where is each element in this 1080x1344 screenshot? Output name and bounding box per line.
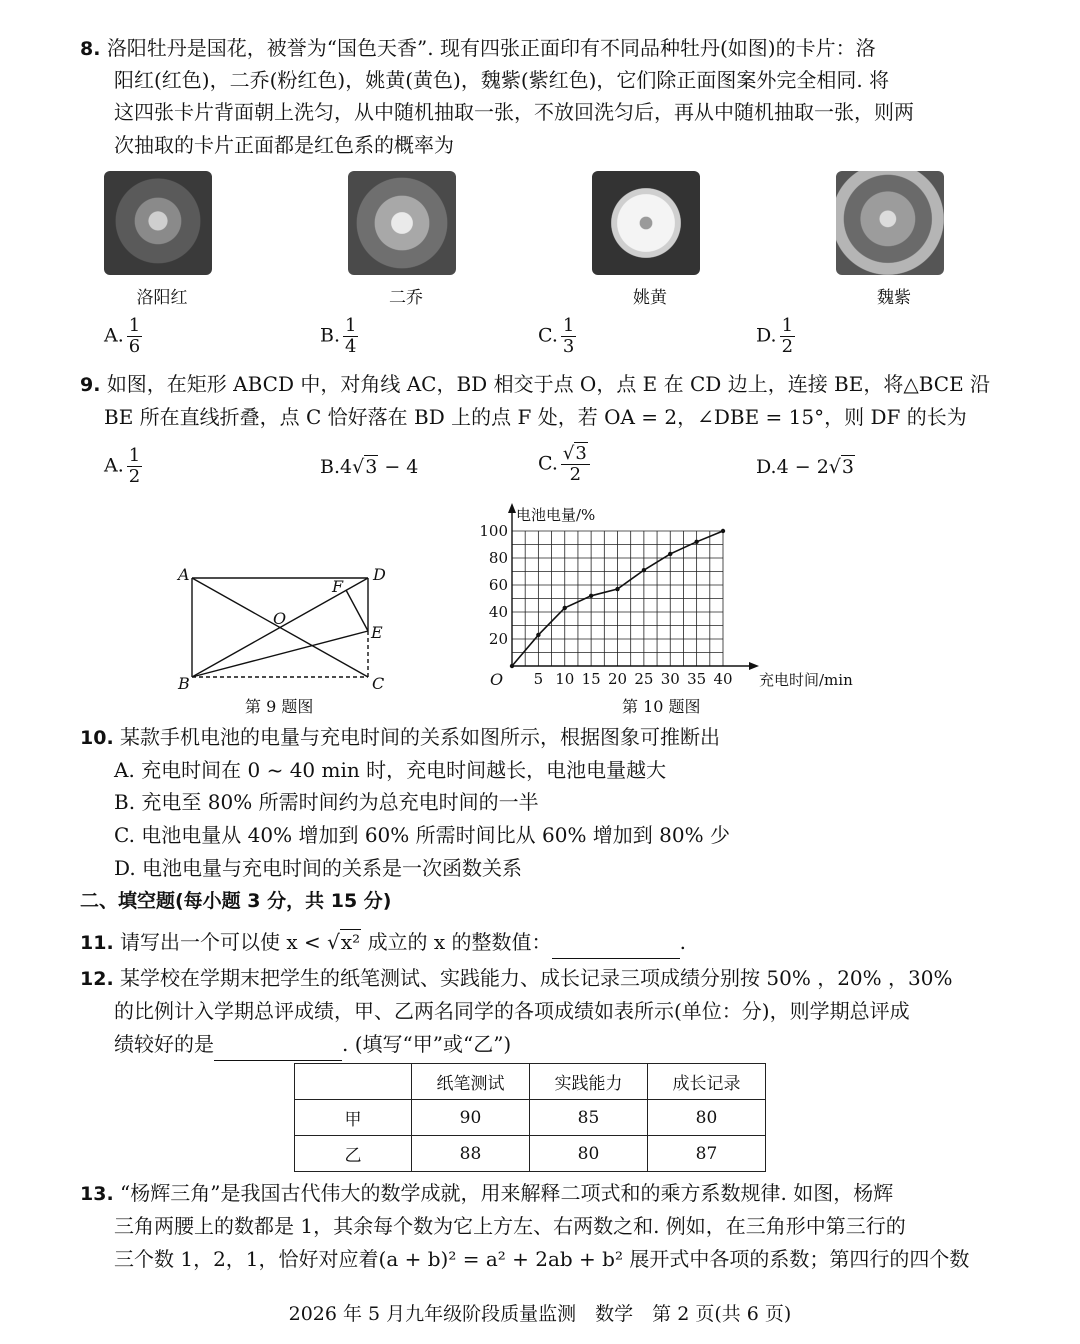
point-label-b: B: [178, 674, 190, 693]
q9-line-2: BE 所在直线折叠，点 C 恰好落在 BD 上的点 F 处，若 OA = 2，∠DBE = 15°，则 DF 的长为: [104, 405, 967, 429]
table-cell: 85: [530, 1100, 648, 1136]
q12-line-3: 绩较好的是 . (填写“甲”或“乙”): [114, 1028, 511, 1061]
q10-option-c[interactable]: C. 电池电量从 40% 增加到 60% 所需时间比从 60% 增加到 80% 少: [114, 823, 730, 847]
peony-photo-yaohuang: [592, 171, 700, 275]
y-tick-label: 20: [488, 630, 508, 648]
q10-battery-chart: [470, 500, 870, 700]
q8-option-a[interactable]: A. $\frac{1}{6}$: [104, 315, 141, 357]
table-header-row: [295, 1064, 766, 1100]
q9-option-d[interactable]: D.4 − 2√3: [756, 456, 854, 478]
y-axis-arrow: [508, 503, 516, 513]
section-2-title: 二、填空题(每小题 3 分，共 15 分): [80, 890, 392, 912]
table-cell: 80: [648, 1100, 766, 1136]
q11-line: 11. 请写出一个可以使 x < √x² 成立的 x 的整数值： .: [80, 926, 686, 959]
q12-answer-blank[interactable]: [214, 1028, 342, 1061]
x-axis-arrow: [749, 662, 759, 670]
y-tick-label: 60: [488, 576, 508, 594]
segment-fe: [346, 590, 368, 631]
data-point: [668, 552, 672, 556]
table-header-cell: 纸笔测试: [412, 1064, 530, 1100]
peony-photo-weizi: [836, 171, 944, 275]
data-point: [589, 594, 593, 598]
q10-number: 10.: [80, 727, 114, 749]
q8-number: 8.: [80, 38, 101, 60]
q8-line-3: 这四张卡片背面朝上洗匀，从中随机抽取一张，不放回洗匀后，再从中随机抽取一张，则两: [114, 100, 914, 124]
q10-figure-caption: 第 10 题图: [622, 697, 701, 716]
q8-option-b[interactable]: B. $\frac{1}{4}$: [320, 315, 357, 357]
x-tick-label: 20: [607, 670, 628, 688]
q9-line-1: 9. 如图，在矩形 ABCD 中，对角线 AC，BD 相交于点 O，点 E 在 CD 边上，连接 BE，将△BCE 沿: [80, 372, 991, 396]
caption-luoyanghong: 洛阳红: [136, 288, 188, 308]
x-tick-label: 30: [660, 670, 680, 688]
point-label-f: F: [332, 577, 344, 596]
data-point: [721, 529, 725, 533]
caption-weizi: 魏紫: [877, 288, 911, 308]
data-point: [694, 540, 698, 544]
q10-option-d[interactable]: D. 电池电量与充电时间的关系是一次函数关系: [114, 856, 523, 880]
q10-stem: 10. 某款手机电池的电量与充电时间的关系如图所示，根据图象可推断出: [80, 725, 721, 749]
x-tick-label: 10: [555, 670, 575, 688]
point-label-e: E: [371, 623, 383, 642]
origin-label: O: [490, 670, 504, 689]
sqrt-sign: √: [327, 930, 340, 954]
q10-option-b[interactable]: B. 充电至 80% 所需时间约为总充电时间的一半: [114, 790, 539, 814]
q9-number: 9.: [80, 374, 101, 396]
table-cell: 乙: [295, 1136, 412, 1172]
sqrt-sign: √: [352, 456, 365, 478]
x-tick-label: 40: [713, 670, 733, 688]
y-tick-label: 80: [488, 549, 508, 567]
q8-line-2: 阳红(红色)，二乔(粉红色)，姚黄(黄色)，魏紫(紫红色)，它们除正面图案外完全相同. 将: [114, 68, 890, 92]
data-point: [536, 633, 540, 637]
x-axis-title: 充电时间/min: [759, 671, 853, 689]
caption-erqiao: 二乔: [389, 288, 423, 308]
y-tick-label: 40: [488, 603, 508, 621]
point-label-o: O: [273, 609, 287, 628]
page-footer: 2026 年 5 月九年级阶段质量监测 数学 第 2 页(共 6 页): [288, 1303, 792, 1325]
table-row: [295, 1136, 766, 1172]
point-label-a: A: [178, 565, 190, 584]
point-label-d: D: [373, 565, 386, 584]
table-header-cell: [295, 1064, 412, 1100]
q8-option-d[interactable]: D. $\frac{1}{2}$: [756, 315, 794, 357]
q8-line-1: 8. 洛阳牡丹是国花，被誉为“国色天香”. 现有四张正面印有不同品种牡丹(如图)的卡片：洛: [80, 36, 876, 60]
peony-photo-luoyanghong: [104, 171, 212, 275]
data-point: [615, 587, 619, 591]
q8-option-c[interactable]: C. $\frac{1}{3}$: [538, 315, 575, 357]
q13-line-3: 三个数 1，2，1，恰好对应着(a + b)² = a² + 2ab + b² 展开式中各项的系数；第四行的四个数: [114, 1247, 970, 1271]
sqrt-sign: √: [828, 456, 841, 478]
q13-number: 13.: [80, 1183, 114, 1205]
y-tick-label: 100: [479, 522, 508, 540]
q13-line-2: 三角两腰上的数都是 1，其余每个数为它上方左、右两数之和. 例如，在三角形中第三行的: [114, 1214, 906, 1238]
q10-option-a[interactable]: A. 充电时间在 0 ~ 40 min 时，充电时间越长，电池电量越大: [114, 758, 667, 782]
data-point: [510, 664, 514, 668]
q9-option-c[interactable]: C. $\frac{√3}{2}$: [538, 444, 590, 485]
table-header-cell: 成长记录: [648, 1064, 766, 1100]
q11-number: 11.: [80, 932, 114, 954]
table-row: [295, 1100, 766, 1136]
sqrt-sign: √: [562, 443, 575, 464]
x-tick-label: 15: [581, 670, 601, 688]
x-tick-label: 5: [533, 670, 544, 688]
q12-line-1: 12. 某学校在学期末把学生的纸笔测试、实践能力、成长记录三项成绩分别按 50% ，20% ，30%: [80, 966, 953, 990]
q12-score-table: [294, 1063, 766, 1172]
q9-figure-caption: 第 9 题图: [245, 697, 314, 716]
q12-number: 12.: [80, 968, 114, 990]
y-axis-title: 电池电量/%: [516, 506, 596, 524]
q13-line-1: 13. “杨辉三角”是我国古代伟大的数学成就，用来解释二项式和的乘方系数规律. 如图，杨辉: [80, 1181, 894, 1205]
data-point: [642, 568, 646, 572]
q12-line-2: 的比例计入学期总评成绩，甲、乙两名同学的各项成绩如表所示(单位：分)，则学期总评成: [114, 999, 910, 1023]
table-cell: 80: [530, 1136, 648, 1172]
segment-be: [192, 631, 368, 677]
q11-answer-blank[interactable]: [552, 926, 680, 959]
x-tick-label: 25: [634, 670, 654, 688]
caption-yaohuang: 姚黄: [633, 288, 667, 308]
data-point: [563, 606, 567, 610]
q8-line-4: 次抽取的卡片正面都是红色系的概率为: [114, 133, 454, 157]
table-cell: 甲: [295, 1100, 412, 1136]
table-cell: 87: [648, 1136, 766, 1172]
q9-geometry-figure: [160, 560, 400, 700]
table-cell: 90: [412, 1100, 530, 1136]
peony-photo-erqiao: [348, 171, 456, 275]
x-tick-label: 35: [687, 670, 707, 688]
table-header-cell: 实践能力: [530, 1064, 648, 1100]
q9-option-a[interactable]: A. $\frac{1}{2}$: [104, 445, 141, 487]
q9-option-b[interactable]: B.4√3 − 4: [320, 456, 419, 478]
table-cell: 88: [412, 1136, 530, 1172]
point-label-c: C: [372, 674, 385, 693]
